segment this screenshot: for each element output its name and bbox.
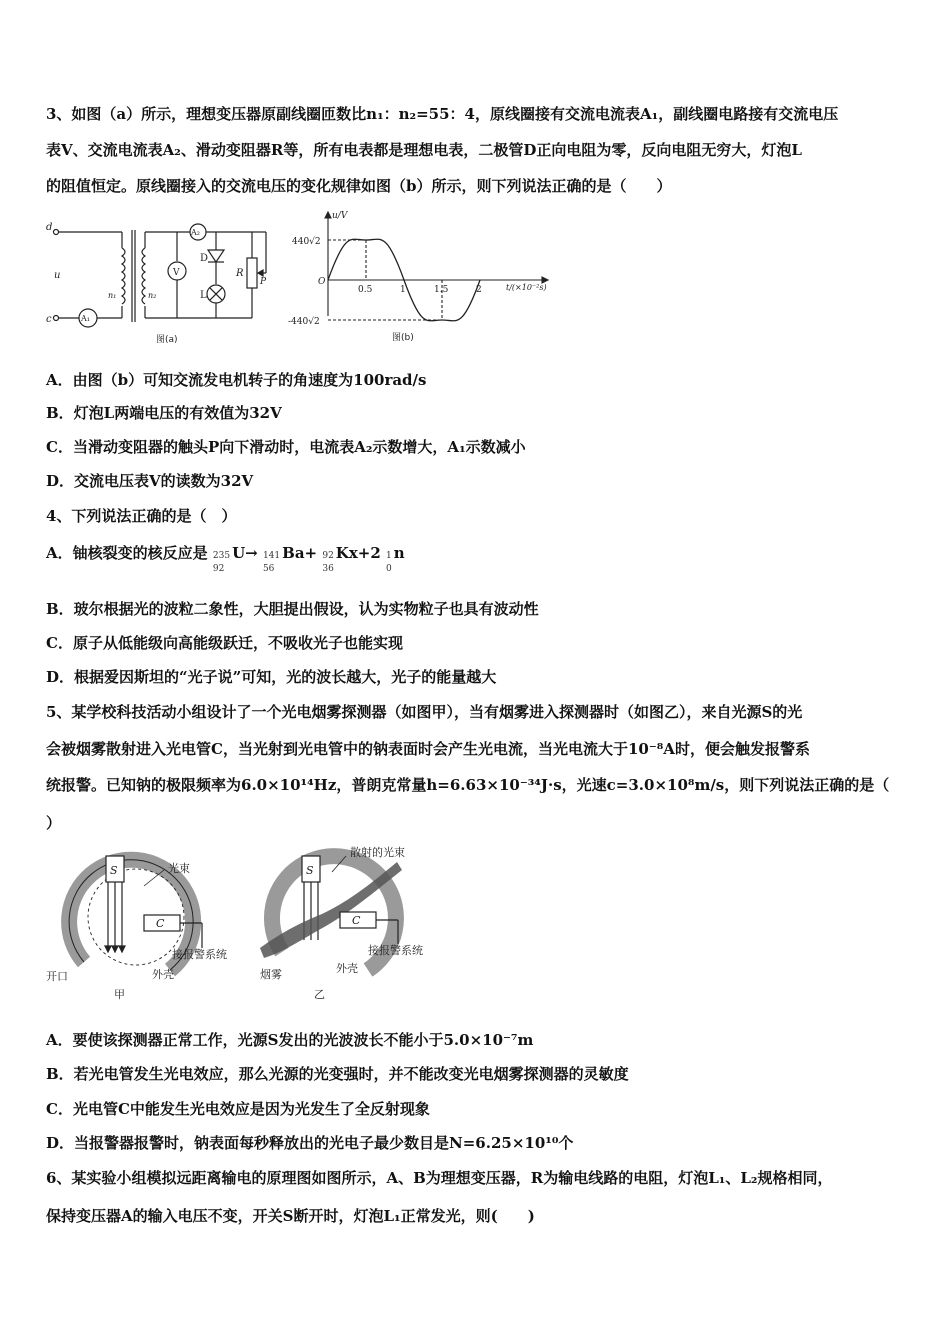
nuclide-barium: 141 56 Ba+ (262, 544, 318, 574)
q4-option-d: D．根据爱因斯坦的“光子说”可知，光的波长越大，光子的能量越大 (46, 668, 497, 686)
label-n1: n₁ (108, 291, 117, 300)
figure-a-circuit (44, 218, 274, 348)
figure-yi-detector (252, 842, 457, 1007)
jia-beam-label: 光束 (168, 862, 190, 875)
jia-alarm-label: 接报警系统 (172, 948, 227, 961)
q5-stem-line-1: 5、某学校科技活动小组设计了一个光电烟雾探测器（如图甲），当有烟雾进入探测器时（如图乙），来自光源S的光 (46, 703, 803, 721)
origin-label: O (318, 277, 326, 287)
x-tick-1-5: 1.5 (434, 285, 449, 295)
jia-caption: 甲 (114, 988, 125, 1001)
q3-option-d: D．交流电压表V的读数为32V (46, 472, 254, 490)
nuclide-neutron: 1 0 n (386, 544, 405, 574)
q3-stem-line-3: 的阻值恒定。原线圈接入的交流电压的变化规律如图（b）所示，则下列说法正确的是（ ） (46, 177, 672, 195)
yi-source-s: S (306, 864, 314, 877)
y-tick-min: -440√2 (288, 317, 320, 327)
q5-option-b: B．若光电管发生光电效应，那么光源的光变强时，并不能改变光电烟雾探测器的灵敏度 (46, 1065, 629, 1083)
figure-a-caption: 图(a) (156, 335, 178, 345)
y-tick-max: 440√2 (292, 237, 321, 247)
q5-stem-line-4: ） (46, 814, 62, 832)
yi-tube-c: C (352, 914, 361, 927)
q3-option-a: A．由图（b）可知交流发电机转子的角速度为100rad/s (46, 371, 427, 389)
figure-b-voltage-graph (286, 208, 556, 348)
q6-stem-line-1: 6、某实验小组模拟远距离输电的原理图如图所示，A、B为理想变压器，R为输电线路的电阻，灯泡L₁、L₂规格相同， (46, 1169, 833, 1187)
label-lamp-l: L (200, 290, 207, 301)
yi-caption: 乙 (314, 988, 325, 1001)
q3-stem-line-2: 表V、交流电流表A₂、滑动变阻器R等，所有电表都是理想电表，二极管D正向电阻为零，反向电阻无穷大，灯泡L (46, 141, 802, 159)
yi-shell-label: 外壳 (336, 962, 358, 975)
q5-option-a: A．要使该探测器正常工作，光源S发出的光波波长不能小于5.0×10⁻⁷m (46, 1031, 534, 1049)
label-n2: n₂ (148, 291, 157, 300)
q4-option-c: C．原子从低能级向高能级跃迁，不吸收光子也能实现 (46, 634, 403, 652)
yi-scattered-beam-label: 散射的光束 (350, 846, 405, 859)
y-axis-label: u/V (332, 211, 348, 221)
jia-shell-label: 外壳 (152, 968, 174, 981)
x-axis-label: t/(×10⁻²s) (506, 283, 547, 292)
q4-stem: 4、下列说法正确的是（ ） (46, 507, 237, 525)
label-a1: A₁ (81, 314, 90, 323)
nuclide-krypton: 92 36 Kx+2 (322, 544, 381, 574)
q4-option-a (46, 543, 405, 574)
q3-option-b: B．灯泡L两端电压的有效值为32V (46, 404, 282, 422)
q4-option-a-prefix: A．铀核裂变的核反应是 (46, 544, 208, 562)
label-a2: A₂ (191, 228, 200, 237)
jia-tube-c: C (156, 917, 165, 930)
figure-jia-detector (44, 842, 249, 1007)
q5-stem-line-2: 会被烟雾散射进入光电管C，当光射到光电管中的钠表面时会产生光电流，当光电流大于10⁻⁸A时，便会触发报警系 (46, 740, 810, 758)
q3-stem-line-1: 3、如图（a）所示，理想变压器原副线圈匝数比n₁：n₂=55：4，原线圈接有交流电流表A₁，副线圈电路接有交流电压 (46, 105, 839, 123)
label-c: c (46, 314, 52, 325)
nuclide-uranium: 235 92 U→ (212, 544, 258, 574)
yi-alarm-label: 接报警系统 (368, 944, 423, 957)
q3-option-c: C．当滑动变阻器的触头P向下滑动时，电流表A₂示数增大，A₁示数减小 (46, 438, 526, 456)
q5-option-d: D．当报警器报警时，钠表面每秒释放出的光电子最少数目是N=6.25×10¹⁰个 (46, 1134, 574, 1152)
label-p: P (260, 277, 267, 287)
label-d: d (46, 222, 53, 233)
q5-stem-line-3: 统报警。已知钠的极限频率为6.0×10¹⁴Hz，普朗克常量h=6.63×10⁻³⁴J·s，光速c=3.0×10⁸m/s，则下列说法正确的是（ (46, 776, 890, 794)
label-v: V (173, 268, 180, 278)
yi-smoke-label: 烟雾 (260, 968, 282, 981)
q5-option-c: C．光电管C中能发生光电效应是因为光发生了全反射现象 (46, 1100, 430, 1118)
q4-option-b: B．玻尔根据光的波粒二象性，大胆提出假设，认为实物粒子也具有波动性 (46, 600, 539, 618)
label-diode-d: D (200, 253, 209, 264)
x-tick-1: 1 (400, 285, 406, 295)
label-u: u (54, 270, 61, 281)
jia-source-s: S (110, 864, 118, 877)
x-tick-0-5: 0.5 (358, 285, 373, 295)
jia-opening-label: 开口 (46, 970, 68, 983)
figure-b-caption: 图(b) (392, 333, 414, 343)
q6-stem-line-2: 保持变压器A的输入电压不变，开关S断开时，灯泡L₁正常发光，则( ) (46, 1207, 535, 1225)
x-tick-2: 2 (476, 285, 482, 295)
label-r: R (236, 268, 244, 279)
